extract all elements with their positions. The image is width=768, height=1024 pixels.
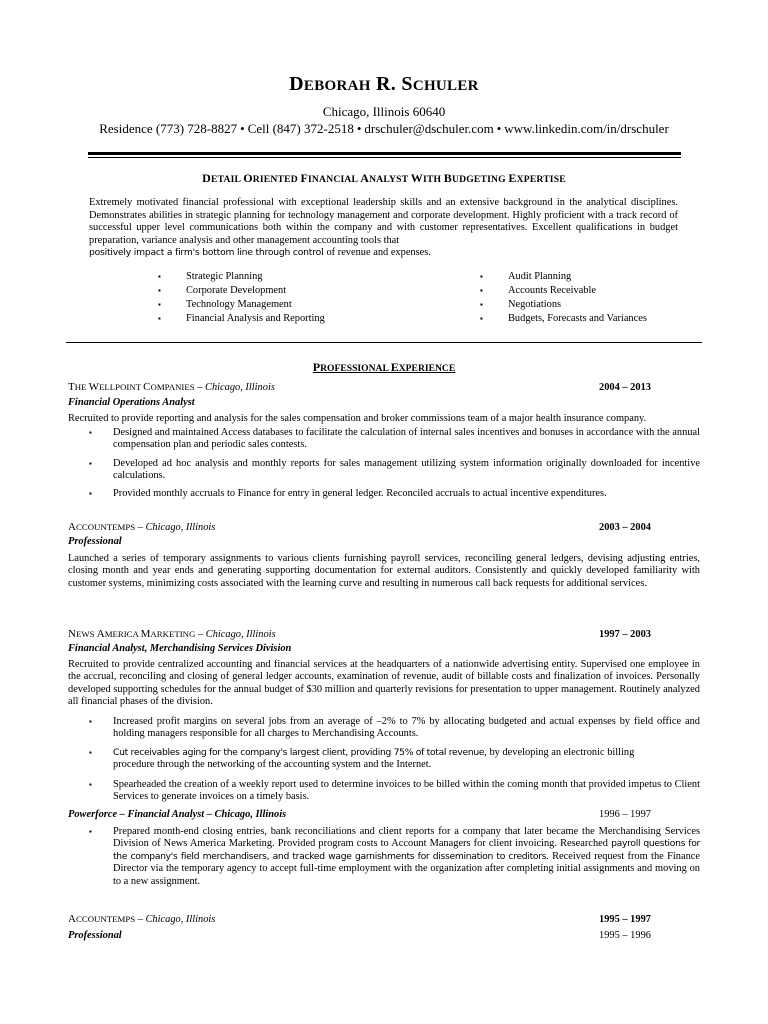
job-title: Financial Analyst, Merchandising Services Division <box>68 643 292 654</box>
job-dates: 2004 – 2013 <box>599 382 651 393</box>
section-title-experience: PROFESSIONAL EXPERIENCE <box>312 360 456 374</box>
residence-phone: Residence (773) 728-8827 <box>99 121 238 136</box>
skill-item: Technology Management <box>186 299 292 310</box>
employer-name: NEWS AMERICA MARKETING – Chicago, Illinois <box>68 628 276 640</box>
employer-name: THE WELLPOINT COMPANIES – Chicago, Illinois <box>68 381 275 393</box>
job-intro: Recruited to provide reporting and analysis for the sales compensation and broker commissions team of a major health insurance company. <box>68 413 647 424</box>
bullet-marker: ▪ <box>480 314 483 323</box>
bullet-marker: ▪ <box>480 300 483 309</box>
address: Chicago, Illinois 60640 <box>322 104 446 119</box>
bullet-marker: ▪ <box>158 300 161 309</box>
employer-name: ACCOUNTEMPS – Chicago, Illinois <box>68 913 216 925</box>
job-dates: 1997 – 2003 <box>599 629 651 640</box>
job-bullet: Provided monthly accruals to Finance for entry in general ledger. Reconciled accruals to actual incentive expenditures. <box>113 488 607 499</box>
job-title: Financial Operations Analyst <box>68 397 195 408</box>
bullet-marker: ▪ <box>158 314 161 323</box>
job-dates-secondary: 1995 – 1996 <box>599 930 651 941</box>
job-bullet: Cut receivables aging for the company's largest client, providing 75% of total revenue, by developing an electronic billing procedure through the networking of the accounting system and the Internet. <box>113 747 635 771</box>
skill-item: Budgets, Forecasts and Variances <box>508 313 647 324</box>
handwritten-annotation: payroll questions for the company's field merchandisers, and tracked wage garnishments for dissemination to creditors <box>113 838 700 862</box>
skill-item: Financial Analysis and Reporting <box>186 313 325 324</box>
bullet-marker: ▪ <box>89 428 92 437</box>
bullet-marker: ▪ <box>89 827 92 836</box>
job-intro: Launched a series of temporary assignments to various clients furnishing payroll services, reconciling general ledgers, devising adjusting entries, closing month and year ends and generating supporting documentation for external auditors. Consistently and quickly developed familiarity with customer systems, minimizing costs associated with the learning curve and resulting in numerous call back requests for additional services. <box>68 553 700 589</box>
subrole-dates: 1996 – 1997 <box>599 809 651 820</box>
cell-phone: Cell (847) 372-2518 <box>247 121 354 136</box>
job-bullet: Designed and maintained Access databases to facilitate the calculation of internal sales incentives and bonuses in accordance with the annual compensation plan and periodic sales contests. <box>113 427 700 451</box>
bullet-marker: ▪ <box>89 489 92 498</box>
job-intro: Recruited to provide centralized accounting and financial services at the headquarters of a nationwide advertising entity. Supervised one employee in the accrual, reconciling and closing of general ledger accounts, examination of revenue, audit of billable costs and finalization of invoices. Personally developed supporting schedules for the annual budget of $30 million and quarterly revisions for presentation to upper management. Routinely analyzed all financial phases of the division. <box>68 659 700 708</box>
job-dates: 2003 – 2004 <box>599 522 651 533</box>
section-rule <box>66 342 702 343</box>
handwritten-annotation: Cut receivables aging for the company's largest client, providing 75% of total revenue <box>113 747 485 758</box>
job-title: Professional <box>68 930 122 941</box>
linkedin-link[interactable]: www.linkedin.com/in/drschuler <box>504 121 669 136</box>
candidate-name: DEBORAH R. SCHULER <box>289 73 479 95</box>
skill-item: Accounts Receivable <box>508 285 596 296</box>
job-dates: 1995 – 1997 <box>599 914 651 925</box>
separator: • <box>496 121 502 136</box>
separator: • <box>356 121 362 136</box>
skill-item: Negotiations <box>508 299 562 310</box>
bullet-marker: ▪ <box>158 286 161 295</box>
bullet-marker: ▪ <box>89 748 92 757</box>
job-title: Professional <box>68 536 122 547</box>
skill-item: Audit Planning <box>508 271 572 282</box>
handwritten-annotation: positively impact a firm's bottom line through contro <box>89 247 321 259</box>
bullet-marker: ▪ <box>89 780 92 789</box>
job-bullet: Prepared month-end closing entries, bank reconciliations and client reports for a company that later became the Merchandising Services Division of News America Marketing. Provided program costs to Account Managers for client invoicing. Researched payroll questions for the company's field merchandisers, and tracked wage garnishments for dissemination to creditors. Received request from the Finance Director via the temporary agency to accept full-time employment with the organization after completing initial assignments and moving on to a new assignment. <box>113 826 701 887</box>
bullet-marker: ▪ <box>89 459 92 468</box>
bullet-marker: ▪ <box>158 272 161 281</box>
summary-paragraph: Extremely motivated financial professional with exceptional leadership skills and an extensive background in the analytical disciplines. Demonstrates abilities in strategic planning for technology management and corporate development. Highly proficient with a track record of successful upper level communications both within the company and with customer representatives. Excellent qualifications in budget preparation, variance analysis and other management accounting tools that positively impact a firm's bottom line through control of revenue and expenses. <box>89 197 678 259</box>
bullet-marker: ▪ <box>480 286 483 295</box>
email-link[interactable]: drschuler@dschuler.com <box>364 121 494 136</box>
subrole-title: Powerforce – Financial Analyst – Chicago, Illinois <box>68 809 287 820</box>
separator: • <box>240 121 245 136</box>
job-bullet: Increased profit margins on several jobs from an average of –2% to 7% by allocating budgeted and actual expenses by field office and holding managers responsible for all charges to Merchandising Accounts. <box>113 716 700 740</box>
job-bullet: Developed ad hoc analysis and monthly reports for sales management utilizing system information originally downloaded for incentive calculations. <box>113 458 700 482</box>
headline: DETAIL ORIENTED FINANCIAL ANALYST WITH BUDGETING EXPERTISE <box>202 171 566 185</box>
skill-item: Strategic Planning <box>186 271 263 282</box>
job-bullet: Spearheaded the creation of a weekly report used to determine invoices to be billed within the coming month that provided impetus to Client Services to generate invoices on a timely basis. <box>113 779 700 803</box>
skill-item: Corporate Development <box>186 285 287 296</box>
bullet-marker: ▪ <box>480 272 483 281</box>
skills-list <box>0 0 768 340</box>
bullet-marker: ▪ <box>89 717 92 726</box>
employer-name: ACCOUNTEMPS – Chicago, Illinois <box>68 521 216 533</box>
